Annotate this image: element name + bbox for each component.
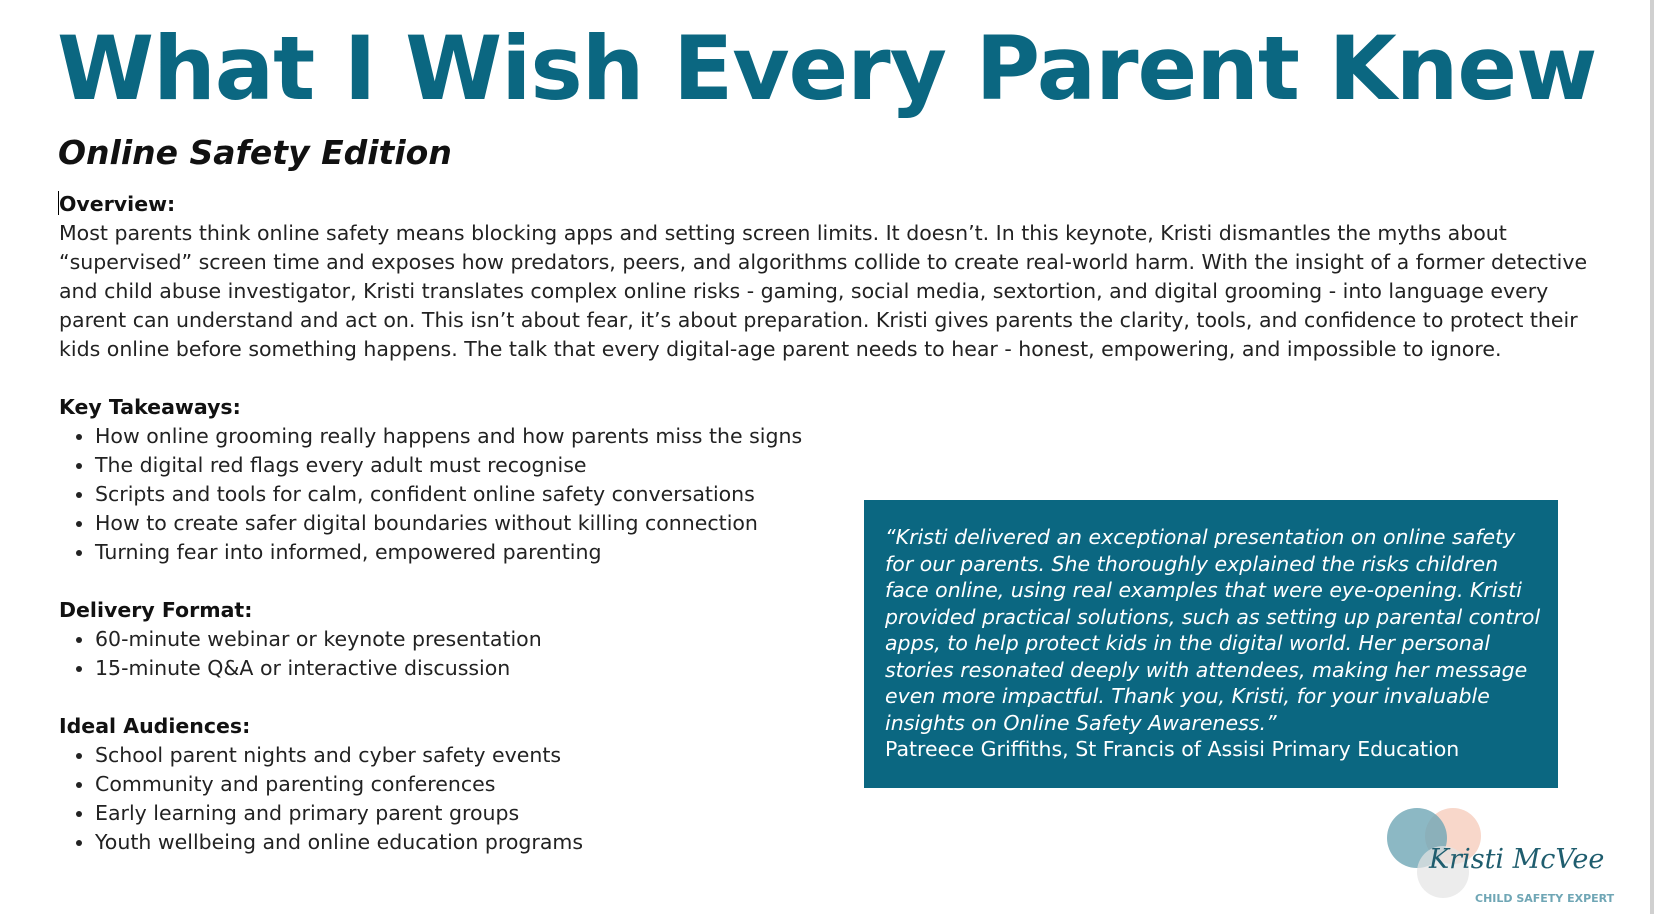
delivery-heading: Delivery Format: <box>59 598 253 622</box>
list-item: • Early learning and primary parent groups <box>95 799 1599 828</box>
page-title: What I Wish Every Parent Knew <box>57 17 1597 120</box>
logo-signature: Kristi McVee <box>1429 844 1605 875</box>
testimonial-quote: “Kristi delivered an exceptional presentation on online safety for our parents. She thoroughly explained the risks children face online, using real examples that were eye-opening. Kristi provided practical solutions, such as setting up parental control apps, to help protect kids in the digital world. Her personal stories resonated deeply with attendees, making her message even more impactful. Thank you, Kristi, for your invaluable insights on Online Safety Awareness.” <box>885 525 1541 735</box>
audiences-heading: Ideal Audiences: <box>59 714 251 738</box>
list-item: • Community and parenting conferences <box>95 770 1599 799</box>
list-item: • Scripts and tools for calm, confident online safety conversations <box>95 480 1599 509</box>
overview-paragraph: Most parents think online safety means blocking apps and setting screen limits. It doesn’t. In this keynote, Kristi dismantles the myths about “supervised” screen time and exposes how predators, peers, and algorithms collide to create real-world harm. With the insight of a former detective and child abuse investigator, Kristi translates complex online risks - gaming, social media, sextortion, and digital grooming - into language every parent can understand and act on. This isn’t about fear, it’s about preparation. Kristi gives parents the clarity, tools, and confidence to protect their kids online before something happens. The talk that every digital-age parent needs to hear - honest, empowering, and impossible to ignore. <box>59 221 1588 361</box>
testimonial-box <box>864 500 1558 788</box>
takeaways-heading: Key Takeaways: <box>59 395 241 419</box>
list-item: • How online grooming really happens and how parents miss the signs <box>95 422 1599 451</box>
scrollbar-track[interactable] <box>1650 0 1654 914</box>
page-subtitle: Online Safety Edition <box>58 133 452 172</box>
list-item: • How to create safer digital boundaries without killing connection <box>95 509 1599 538</box>
testimonial-author: Patreece Griffiths, St Francis of Assisi Primary Education <box>885 737 1460 761</box>
list-item: • 60-minute webinar or keynote presentation <box>95 625 1599 654</box>
overview-heading: Overview: <box>59 192 176 216</box>
logo-tagline: CHILD SAFETY EXPERT <box>1475 892 1615 905</box>
list-item: • Youth wellbeing and online education programs <box>95 828 1599 857</box>
list-item: • School parent nights and cyber safety events <box>95 741 1599 770</box>
brand-logo <box>1383 806 1623 910</box>
list-item: • The digital red flags every adult must recognise <box>95 451 1599 480</box>
list-item: • 15-minute Q&A or interactive discussion <box>95 654 1599 683</box>
list-item: • Turning fear into informed, empowered parenting <box>95 538 1599 567</box>
